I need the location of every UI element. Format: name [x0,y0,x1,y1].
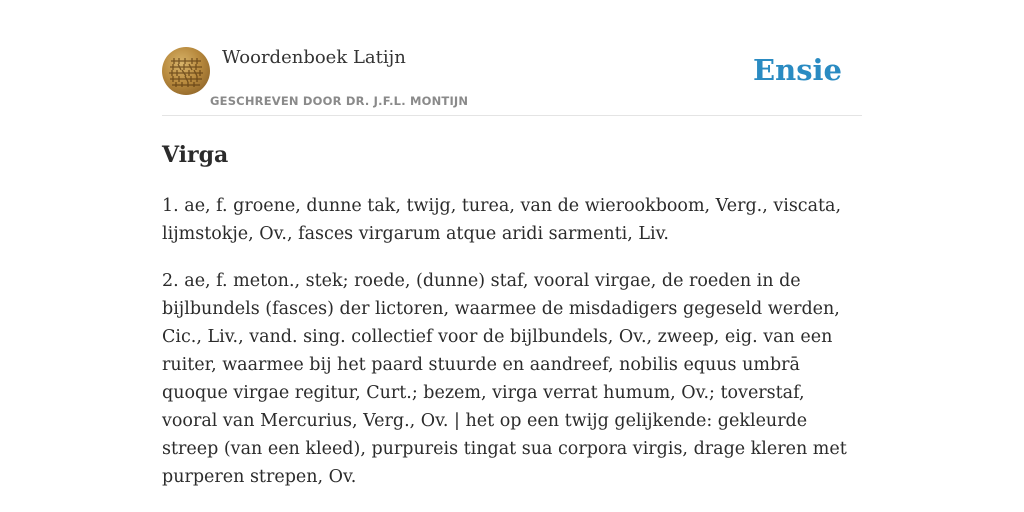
definitions [162,192,862,510]
book-title-link[interactable]: Woordenboek Latijn [222,47,406,68]
coin-inscription-icon[interactable] [162,47,210,95]
author-byline: GESCHREVEN DOOR DR. J.F.L. MONTIJN [210,94,469,108]
definition-2: 2. ae, f. meton., stek; roede, (dunne) staf, vooral virgae, de roeden in de bijlbundels (fasces) der lictoren, waarmee de misdadigers gegeseld werden, Cic., Liv., vand. sing. collectief voor de bijlbundels, Ov., zweep, eig. van een ruiter, waarmee bij het paard stuurde en aandreef, nobilis equus umbrā quoque virgae regitur, Curt.; bezem, virga verrat humum, Ov.; toverstaf, vooral van Mercurius, Verg., Ov. | het op een twijg gelijkende: gekleurde streep (van een kleed), purpureis tingat sua corpora virgis, drage kleren met purperen strepen, Ov. [162,271,847,487]
entry-title: Virga [162,142,229,168]
ensie-logo-link[interactable]: Ensie [753,53,842,87]
header [162,0,862,116]
page-container [162,0,862,512]
definition-1: 1. ae, f. groene, dunne tak, twijg, turea, van de wierookboom, Verg., viscata, lijmstokje, Ov., fasces virgarum atque aridi sarmenti, Liv. [162,196,842,244]
